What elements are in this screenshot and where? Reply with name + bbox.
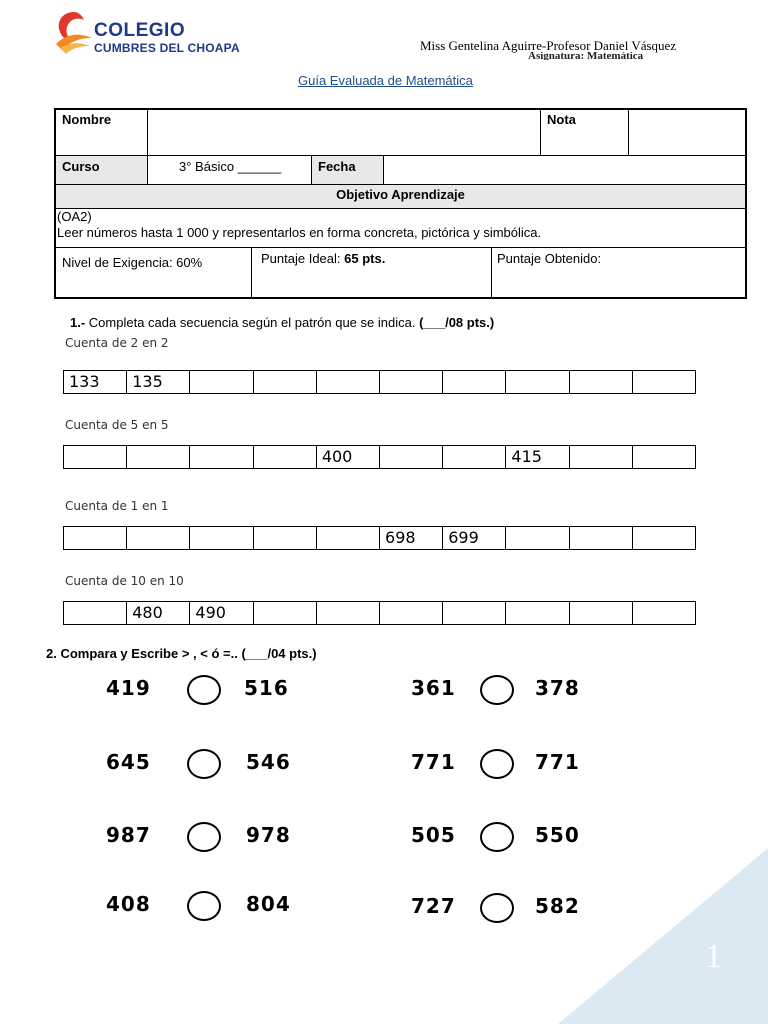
sequence-cell[interactable] [380, 446, 443, 468]
question-1-points: (___/08 pts.) [419, 315, 495, 330]
nombre-label: Nombre [62, 112, 112, 127]
subject-line: Asignatura: Matemática [528, 52, 644, 60]
compare-left-number: 505 [411, 823, 456, 847]
sequence-cell[interactable] [380, 602, 443, 624]
logo-text-line2: CUMBRES DEL CHOAPA [94, 41, 240, 55]
sequence-cell[interactable] [570, 371, 633, 393]
compare-left-number: 771 [411, 750, 456, 774]
logo-emblem-icon [52, 8, 96, 54]
curso-label-cell [55, 155, 148, 185]
objetivo-text-cell [55, 208, 746, 248]
sequence-row [63, 445, 696, 469]
sequence-cell[interactable] [506, 371, 569, 393]
nota-label: Nota [547, 112, 576, 127]
sequence-cell[interactable] [317, 602, 380, 624]
sequence-cell[interactable] [443, 446, 506, 468]
curso-value: 3° Básico ______ [179, 159, 282, 174]
nota-field[interactable] [628, 109, 746, 156]
compare-answer-circle[interactable] [187, 891, 221, 921]
sequence-row [63, 526, 696, 550]
objetivo-label: Objetivo Aprendizaje [336, 187, 465, 202]
sequence-label: Cuenta de 1 en 1 [65, 499, 169, 513]
sequence-row [63, 601, 696, 625]
sequence-cell[interactable] [506, 602, 569, 624]
page-number: 1 [705, 938, 722, 975]
nombre-field[interactable] [147, 109, 541, 156]
sequence-cell[interactable] [64, 446, 127, 468]
compare-right-number: 978 [246, 823, 291, 847]
sequence-cell[interactable] [317, 527, 380, 549]
objetivo-header-cell [55, 184, 746, 209]
oa-code: (OA2) [57, 209, 92, 224]
sequence-cell[interactable] [633, 371, 695, 393]
sequence-cell[interactable] [570, 527, 633, 549]
sequence-cell[interactable] [633, 602, 695, 624]
sequence-cell: 490 [190, 602, 253, 624]
sequence-cell: 135 [127, 371, 190, 393]
sequence-label: Cuenta de 10 en 10 [65, 574, 184, 588]
sequence-cell[interactable] [64, 527, 127, 549]
sequence-cell[interactable] [317, 371, 380, 393]
sequence-cell[interactable] [254, 602, 317, 624]
sequence-cell: 698 [380, 527, 443, 549]
compare-answer-circle[interactable] [480, 822, 514, 852]
fecha-label: Fecha [318, 159, 356, 174]
nombre-label-cell [55, 109, 148, 156]
sequence-cell[interactable] [633, 527, 695, 549]
compare-right-number: 516 [244, 676, 289, 700]
nota-label-cell [540, 109, 629, 156]
puntaje-obtenido-cell[interactable] [491, 247, 746, 298]
compare-left-number: 419 [106, 676, 151, 700]
fecha-label-cell [311, 155, 384, 185]
school-logo [52, 8, 242, 56]
sequence-cell: 400 [317, 446, 380, 468]
curso-value-cell[interactable] [147, 155, 312, 185]
puntaje-ideal-cell [251, 247, 492, 298]
logo-text-line1: COLEGIO [94, 20, 186, 41]
exigencia-text: Nivel de Exigencia: 60% [62, 255, 203, 270]
sequence-row [63, 370, 696, 394]
sequence-cell[interactable] [190, 527, 253, 549]
compare-right-number: 546 [246, 750, 291, 774]
corner-decoration [558, 848, 768, 1024]
compare-left-number: 408 [106, 892, 151, 916]
sequence-cell[interactable] [127, 527, 190, 549]
sequence-cell[interactable] [190, 446, 253, 468]
compare-answer-circle[interactable] [187, 749, 221, 779]
sequence-cell[interactable] [254, 371, 317, 393]
question-2-title: 2. Compara y Escribe > , < ó =.. (___/04 pts.) [46, 646, 317, 661]
sequence-cell[interactable] [127, 446, 190, 468]
sequence-label: Cuenta de 5 en 5 [65, 418, 169, 432]
exigencia-cell [55, 247, 252, 298]
teachers-names: Miss Gentelina Aguirre-Profesor Daniel Vásquez [420, 38, 677, 53]
puntaje-obtenido-label: Puntaje Obtenido: [497, 251, 602, 266]
question-1-number: 1.- [70, 315, 86, 330]
sequence-cell[interactable] [570, 446, 633, 468]
sequence-cell[interactable] [443, 371, 506, 393]
puntaje-ideal-value: 65 pts. [344, 251, 386, 266]
sequence-label: Cuenta de 2 en 2 [65, 336, 169, 350]
compare-right-number: 378 [535, 676, 580, 700]
compare-answer-circle[interactable] [187, 822, 221, 852]
sequence-cell: 133 [64, 371, 127, 393]
sequence-cell[interactable] [443, 602, 506, 624]
sequence-cell: 415 [506, 446, 569, 468]
compare-answer-circle[interactable] [187, 675, 221, 705]
curso-label: Curso [62, 159, 100, 174]
compare-right-number: 550 [535, 823, 580, 847]
document-title: Guía Evaluada de Matemática [298, 73, 473, 88]
compare-answer-circle[interactable] [480, 749, 514, 779]
sequence-cell[interactable] [570, 602, 633, 624]
sequence-cell: 480 [127, 602, 190, 624]
compare-right-number: 804 [246, 892, 291, 916]
compare-answer-circle[interactable] [480, 893, 514, 923]
compare-left-number: 727 [411, 894, 456, 918]
sequence-cell[interactable] [254, 446, 317, 468]
puntaje-ideal-label: Puntaje Ideal: [261, 251, 345, 266]
question-1-text: Completa cada secuencia según el patrón que se indica. [85, 315, 420, 330]
oa-description: Leer números hasta 1 000 y representarlos en forma concreta, pictórica y simbólica. [57, 225, 542, 240]
compare-left-number: 987 [106, 823, 151, 847]
sequence-cell: 699 [443, 527, 506, 549]
compare-right-number: 771 [535, 750, 580, 774]
compare-answer-circle[interactable] [480, 675, 514, 705]
compare-right-number: 582 [535, 894, 580, 918]
compare-left-number: 361 [411, 676, 456, 700]
sequence-cell[interactable] [380, 371, 443, 393]
student-info-table [54, 108, 747, 299]
sequence-cell[interactable] [64, 602, 127, 624]
fecha-field[interactable] [383, 155, 746, 185]
sequence-cell[interactable] [506, 527, 569, 549]
question-1-title [70, 315, 494, 330]
sequence-cell[interactable] [633, 446, 695, 468]
sequence-cell[interactable] [190, 371, 253, 393]
compare-left-number: 645 [106, 750, 151, 774]
sequence-cell[interactable] [254, 527, 317, 549]
